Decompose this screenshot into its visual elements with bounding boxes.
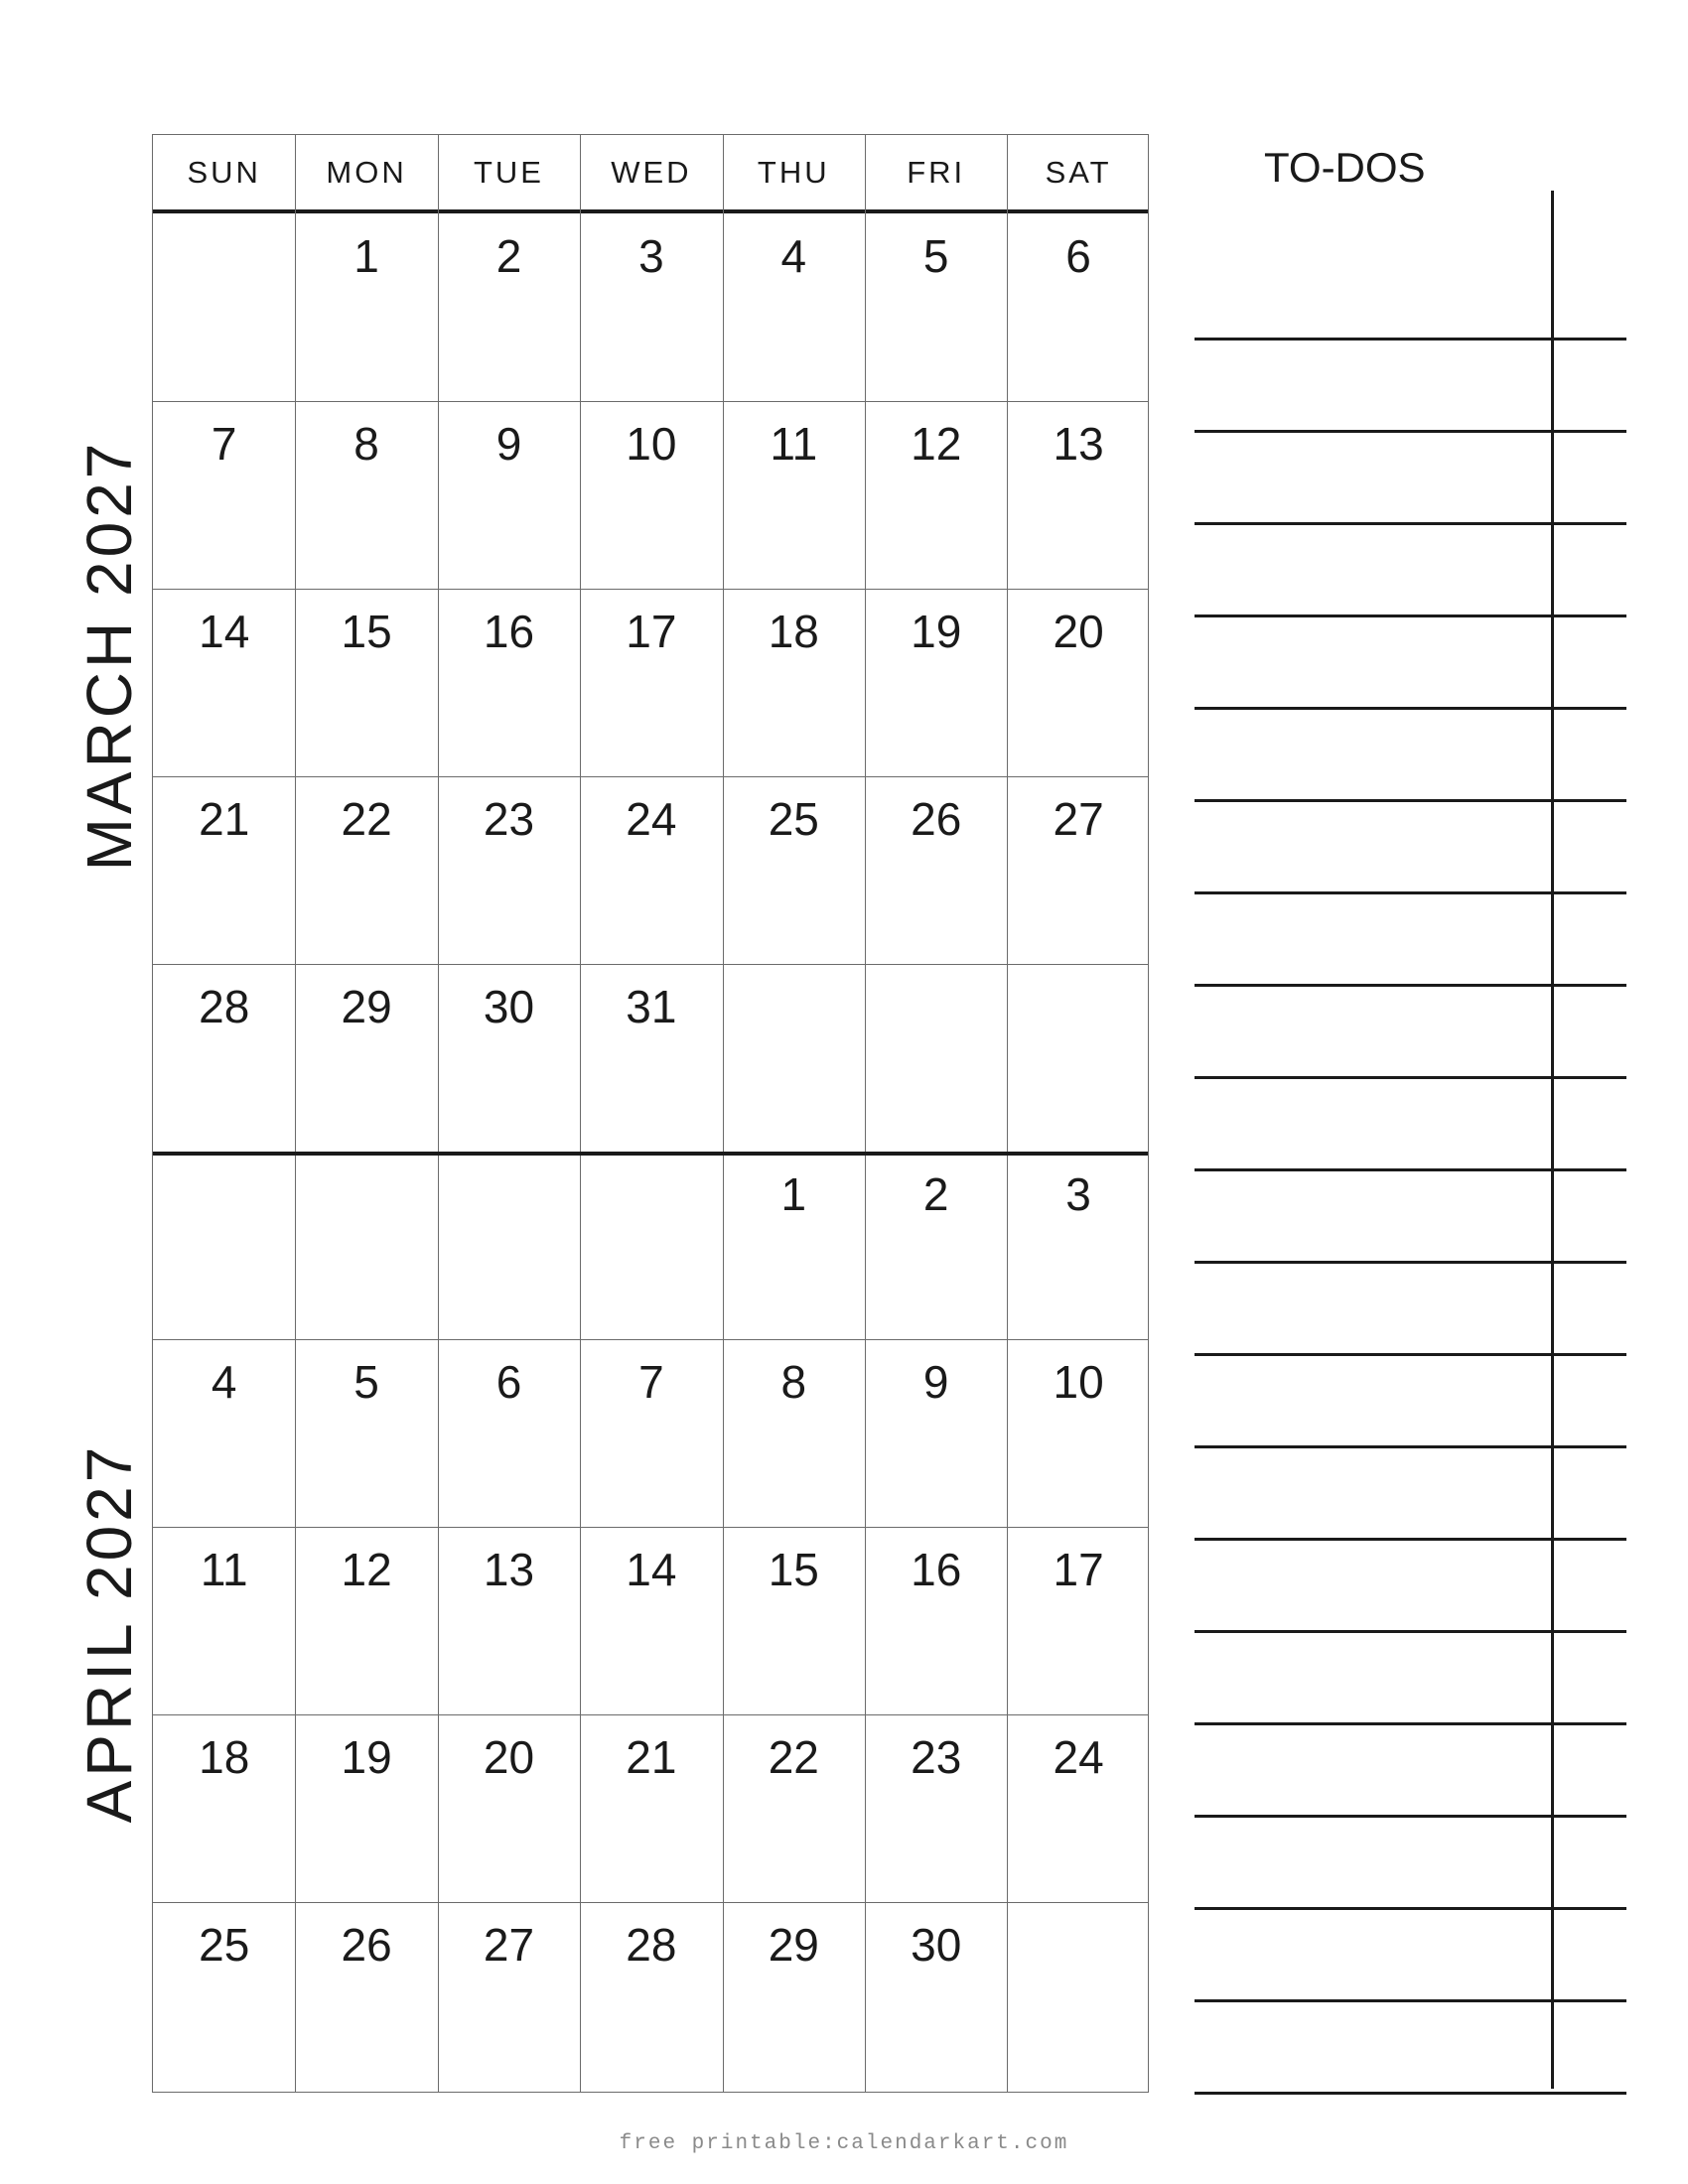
day-number: 3 xyxy=(1065,1168,1091,1220)
todo-line[interactable] xyxy=(1195,1630,1626,1633)
day-number: 7 xyxy=(211,418,237,470)
day-number: 15 xyxy=(768,1544,819,1595)
weekday-tue: TUE xyxy=(473,155,544,190)
month-title: APRIL 2027 xyxy=(73,1442,145,1824)
grid-row-line xyxy=(153,776,1148,777)
day-number: 10 xyxy=(626,418,677,470)
day-number: 13 xyxy=(1053,418,1104,470)
weekday-wed: WED xyxy=(611,155,692,190)
day-number: 21 xyxy=(626,1731,677,1783)
day-number: 28 xyxy=(626,1919,677,1971)
day-number: 31 xyxy=(626,981,677,1032)
day-number: 22 xyxy=(341,793,392,845)
grid-row-line xyxy=(153,1902,1148,1903)
day-number: 30 xyxy=(911,1919,962,1971)
day-number: 29 xyxy=(341,981,392,1032)
day-number: 7 xyxy=(638,1356,664,1408)
day-number: 19 xyxy=(911,606,962,657)
todo-line[interactable] xyxy=(1195,984,1626,987)
todo-line[interactable] xyxy=(1195,2092,1626,2095)
day-number: 22 xyxy=(768,1731,819,1783)
grid-row-line xyxy=(153,1714,1148,1715)
day-number: 23 xyxy=(911,1731,962,1783)
weekday-fri: FRI xyxy=(907,155,966,190)
todo-panel xyxy=(1195,134,1626,2093)
day-number: 9 xyxy=(495,418,522,470)
weekday-sat: SAT xyxy=(1045,155,1112,190)
todo-title: TO-DOS xyxy=(1264,144,1426,191)
todo-line[interactable] xyxy=(1195,338,1626,341)
todo-line[interactable] xyxy=(1195,799,1626,802)
day-number: 26 xyxy=(341,1919,392,1971)
day-number: 1 xyxy=(780,1168,807,1220)
day-number: 2 xyxy=(495,230,522,282)
todo-line[interactable] xyxy=(1195,1445,1626,1448)
day-number: 11 xyxy=(770,418,818,470)
day-number: 24 xyxy=(626,793,677,845)
day-number: 11 xyxy=(200,1544,248,1595)
day-number: 29 xyxy=(768,1919,819,1971)
day-number: 28 xyxy=(199,981,250,1032)
day-number: 23 xyxy=(483,793,535,845)
weekday-thu: THU xyxy=(757,155,830,190)
day-number: 4 xyxy=(211,1356,237,1408)
todo-line[interactable] xyxy=(1195,1538,1626,1541)
day-number: 25 xyxy=(199,1919,250,1971)
day-number: 13 xyxy=(483,1544,535,1595)
day-number: 6 xyxy=(495,1356,522,1408)
day-number: 14 xyxy=(199,606,250,657)
day-number: 8 xyxy=(353,418,379,470)
todo-line[interactable] xyxy=(1195,891,1626,894)
day-number: 5 xyxy=(922,230,949,282)
day-number: 27 xyxy=(1053,793,1104,845)
day-number: 25 xyxy=(768,793,819,845)
day-number: 18 xyxy=(768,606,819,657)
day-number: 12 xyxy=(341,1544,392,1595)
todo-line[interactable] xyxy=(1195,430,1626,433)
todo-line[interactable] xyxy=(1195,522,1626,525)
todo-line[interactable] xyxy=(1195,1815,1626,1818)
day-number: 2 xyxy=(922,1168,949,1220)
day-number: 3 xyxy=(638,230,664,282)
todo-line[interactable] xyxy=(1195,707,1626,710)
month-title: MARCH 2027 xyxy=(73,439,145,872)
footer-credit: free printable:calendarkart.com xyxy=(619,2132,1069,2155)
todo-line[interactable] xyxy=(1195,614,1626,617)
day-number: 12 xyxy=(911,418,962,470)
day-number: 26 xyxy=(911,793,962,845)
month-separator xyxy=(153,1152,1148,1156)
day-number: 17 xyxy=(626,606,677,657)
day-number: 19 xyxy=(341,1731,392,1783)
todo-divider xyxy=(1551,191,1554,2089)
day-number: 18 xyxy=(199,1731,250,1783)
todo-line[interactable] xyxy=(1195,1999,1626,2002)
day-number: 16 xyxy=(483,606,535,657)
todo-line[interactable] xyxy=(1195,1907,1626,1910)
weekday-header xyxy=(153,135,1148,213)
calendar-grid xyxy=(152,134,1149,2093)
grid-row-line xyxy=(153,964,1148,965)
todo-line[interactable] xyxy=(1195,1168,1626,1171)
day-number: 4 xyxy=(780,230,807,282)
grid-row-line xyxy=(153,1339,1148,1340)
day-number: 27 xyxy=(483,1919,535,1971)
grid-row-line xyxy=(153,589,1148,590)
day-number: 21 xyxy=(199,793,250,845)
day-number: 8 xyxy=(780,1356,807,1408)
day-number: 24 xyxy=(1053,1731,1104,1783)
day-number: 20 xyxy=(483,1731,535,1783)
day-number: 30 xyxy=(483,981,535,1032)
day-number: 20 xyxy=(1053,606,1104,657)
todo-line[interactable] xyxy=(1195,1076,1626,1079)
todo-line[interactable] xyxy=(1195,1353,1626,1356)
day-number: 5 xyxy=(353,1356,379,1408)
weekday-mon: MON xyxy=(326,155,407,190)
todo-line[interactable] xyxy=(1195,1722,1626,1725)
day-number: 6 xyxy=(1065,230,1091,282)
weekday-sun: SUN xyxy=(187,155,261,190)
day-number: 17 xyxy=(1053,1544,1104,1595)
grid-row-line xyxy=(153,1527,1148,1528)
day-number: 15 xyxy=(341,606,392,657)
day-number: 16 xyxy=(911,1544,962,1595)
todo-line[interactable] xyxy=(1195,1261,1626,1264)
day-number: 10 xyxy=(1053,1356,1104,1408)
day-number: 14 xyxy=(626,1544,677,1595)
grid-row-line xyxy=(153,401,1148,402)
day-number: 9 xyxy=(922,1356,949,1408)
day-number: 1 xyxy=(353,230,379,282)
